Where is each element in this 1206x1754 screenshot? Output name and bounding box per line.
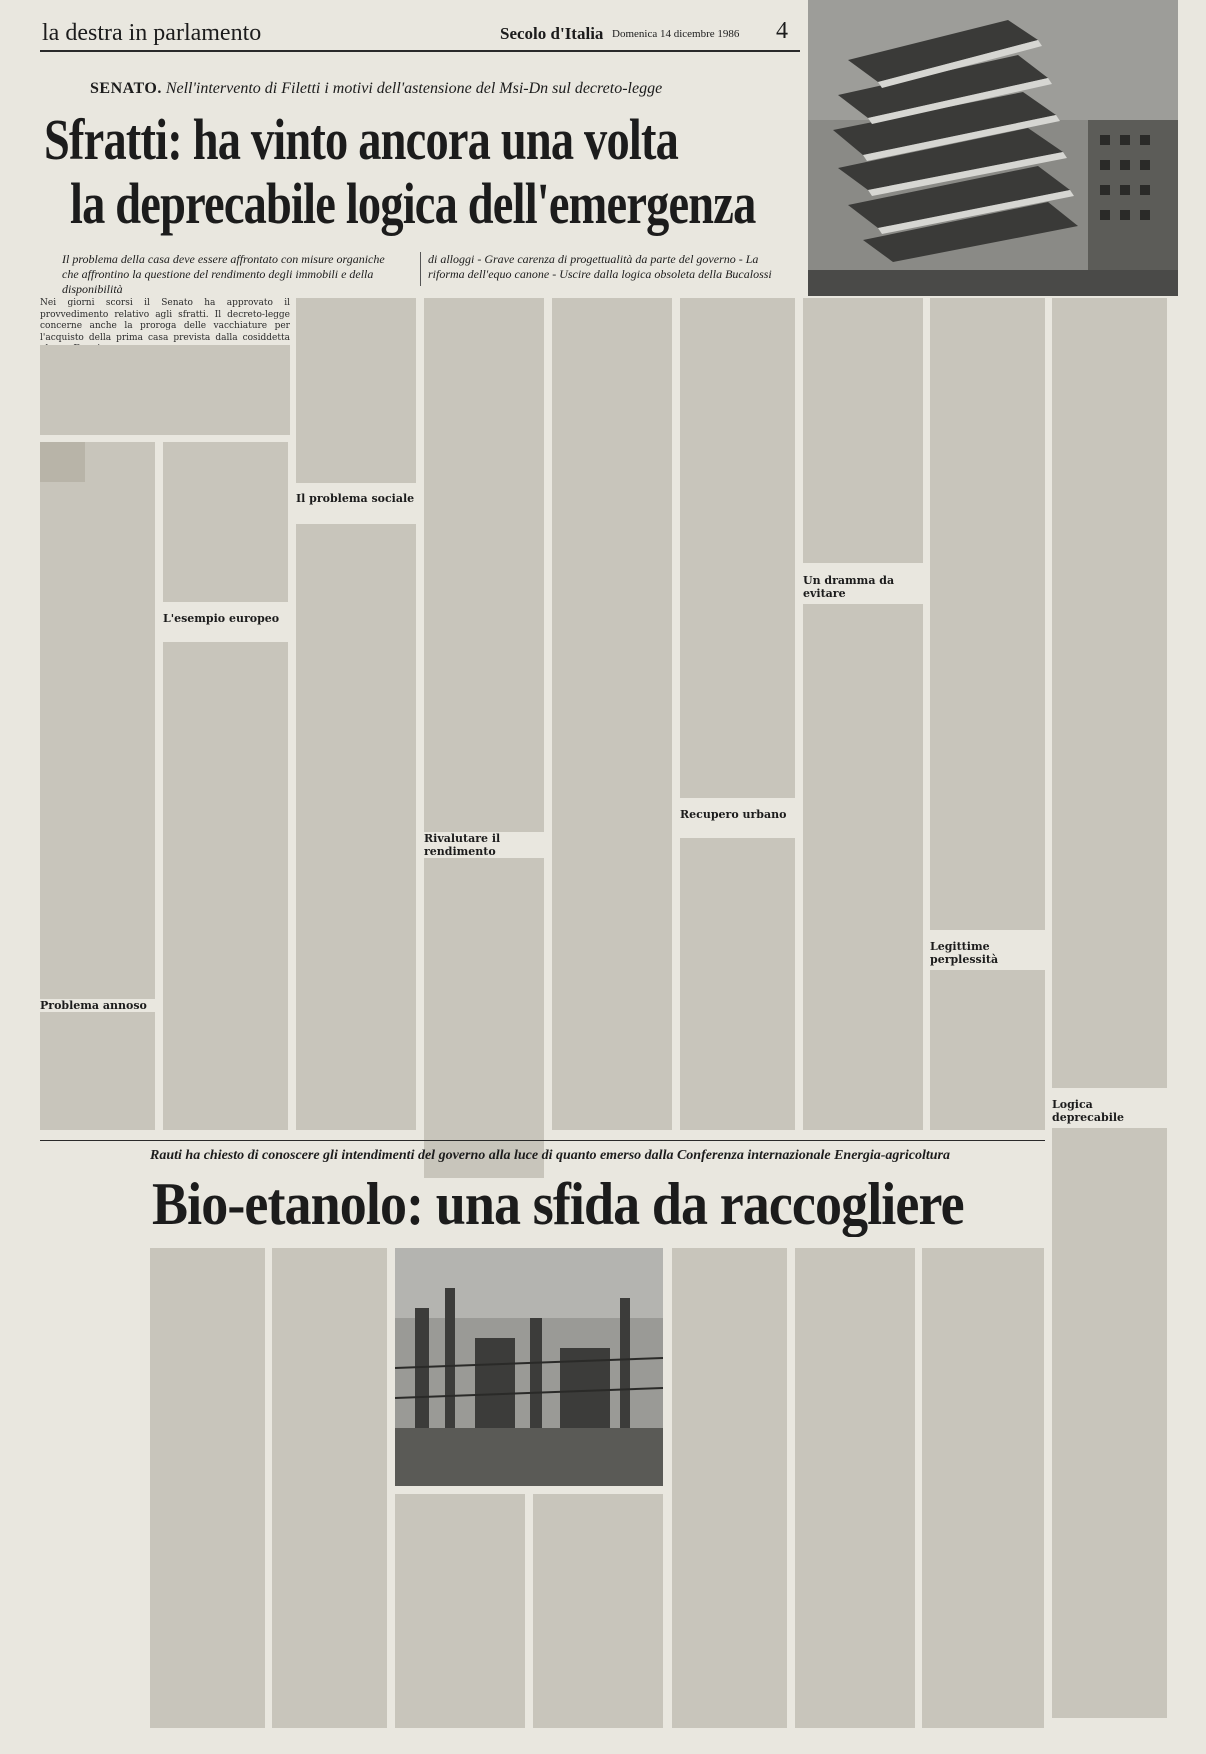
text-block <box>150 1248 265 1728</box>
intro-paragraph: Nei giorni scorsi il Senato ha approvato il provvedimento relativo agli sfratti. Il decreto-legge concerne anche la proroga delle vacchiature per l'acquisto della prima casa prevista dalla cosiddetta <box>40 298 290 343</box>
subhead-dramma: Un dramma da evitare <box>803 574 895 600</box>
building-photo <box>808 0 1178 296</box>
headline-line-1: Sfratti: ha vinto ancora una volta <box>44 107 678 172</box>
headline-line-2: la deprecabile logica dell'emergenza <box>70 171 756 236</box>
text-block <box>163 442 288 602</box>
text-block <box>163 642 288 1130</box>
text-block <box>40 345 290 435</box>
text-block <box>680 838 795 1130</box>
deck-right: di alloggi - Grave carenza di progettualità da parte del governo - La riforma dell'equo canone - Uscire dalla logica obsoleta della Bucalossi <box>428 252 772 281</box>
text-block <box>40 442 155 1082</box>
refinery-photo-drawing <box>395 1248 663 1486</box>
text-block <box>1052 298 1167 1088</box>
text-block <box>803 298 923 563</box>
subhead-problema-sociale: Il problema sociale <box>296 492 415 505</box>
subhead-rivalutare: Rivalutare il rendimento <box>424 832 544 858</box>
header-rule <box>40 50 800 52</box>
text-block <box>930 298 1045 930</box>
subhead-problema-annoso: Problema annoso <box>40 999 155 1012</box>
text-block <box>296 524 416 1130</box>
text-block <box>424 298 544 1178</box>
text-block <box>296 298 416 483</box>
deck-divider <box>420 252 421 286</box>
text-block <box>395 1494 525 1728</box>
newspaper-name: Secolo d'Italia <box>500 24 604 43</box>
drop-cap <box>40 442 85 482</box>
subhead-esempio-europeo: L'esempio europeo <box>163 612 280 625</box>
text-block <box>930 970 1045 1130</box>
text-block <box>272 1248 387 1728</box>
subhead-perplessita: Legittime perplessità <box>930 940 999 966</box>
article-divider <box>40 1140 1045 1141</box>
text-block <box>533 1494 663 1728</box>
subhead-logica: Logica deprecabile <box>1052 1098 1125 1124</box>
text-block <box>922 1248 1044 1728</box>
section-title: la destra in parlamento <box>42 20 262 46</box>
issue-date: Domenica 14 dicembre 1986 <box>612 28 740 40</box>
article2-kicker: Rauti ha chiesto di conoscere gli intendimenti del governo alla luce di quanto emerso dalla Conferenza internazionale Energia-agricoltura <box>150 1148 950 1163</box>
text-block <box>803 604 923 1130</box>
refinery-photo <box>395 1248 663 1486</box>
text-block <box>552 298 672 1130</box>
text-block <box>680 298 795 798</box>
article-kicker <box>90 80 790 98</box>
kicker-lead: SENATO. <box>90 80 162 97</box>
kicker-text: Nell'intervento di Filetti i motivi dell'astensione del Msi-Dn sul decreto-legge <box>165 80 663 97</box>
page-number: 4 <box>776 18 788 44</box>
text-block <box>795 1248 915 1728</box>
text-block <box>40 1030 155 1130</box>
text-block <box>672 1248 787 1728</box>
building-photo-drawing <box>808 0 1178 296</box>
article2-headline: Bio-etanolo: una sfida da raccogliere <box>152 1171 964 1237</box>
text-block <box>1052 1128 1167 1718</box>
deck-left: Il problema della casa deve essere affrontato con misure organiche che affrontino la questione del rendimento degli immobili e della disponibilità <box>62 252 385 296</box>
subhead-recupero-urbano: Recupero urbano <box>680 808 787 821</box>
